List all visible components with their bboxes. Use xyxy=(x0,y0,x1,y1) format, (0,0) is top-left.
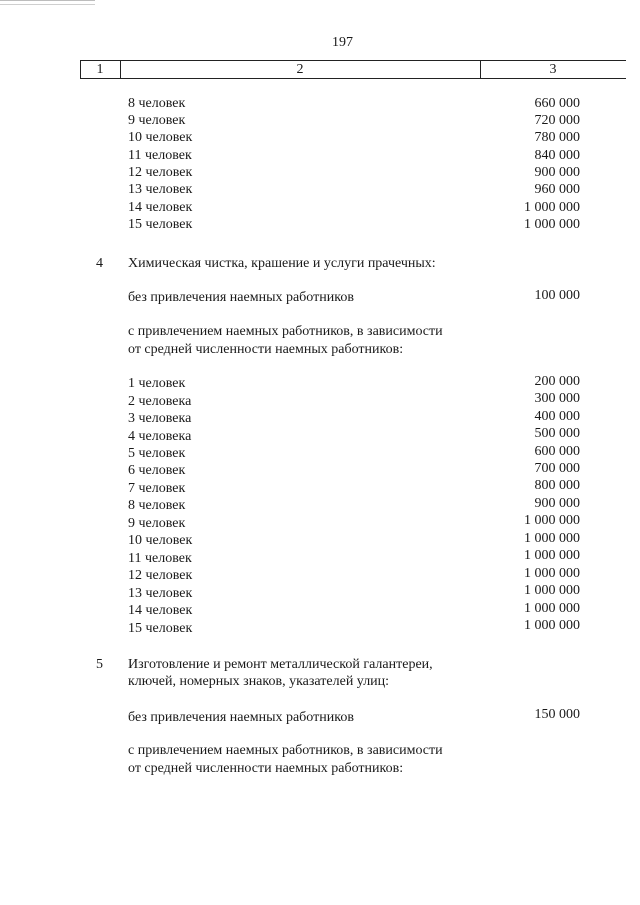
with-hire-line-2: от средней численности наемных работников: xyxy=(128,342,404,357)
list-item-value: 900 000 xyxy=(534,165,580,180)
list-item-value: 1 000 000 xyxy=(524,601,580,616)
list-item-label: 7 человек xyxy=(128,481,186,496)
list-item-label: 5 человек xyxy=(128,446,186,461)
list-item-label: 8 человек xyxy=(128,96,186,111)
list-item-value: 960 000 xyxy=(534,182,580,197)
list-item-label: 15 человек xyxy=(128,217,193,232)
list-item-value: 1 000 000 xyxy=(524,513,580,528)
list-item-value: 200 000 xyxy=(534,374,580,389)
item-number: 5 xyxy=(96,657,103,672)
item-title-line-1: Изготовление и ремонт металлической галантереи, xyxy=(128,657,433,672)
header-col-3: 3 xyxy=(549,62,557,77)
list-item-label: 14 человек xyxy=(128,200,193,215)
list-item-label: 4 человека xyxy=(128,429,192,444)
no-hire-label: без привлечения наемных работников xyxy=(128,290,354,305)
list-item-value: 700 000 xyxy=(534,461,580,476)
list-item-value: 900 000 xyxy=(534,496,580,511)
list-item-label: 11 человек xyxy=(128,551,192,566)
list-item-label: 9 человек xyxy=(128,113,186,128)
item-title-line-2: ключей, номерных знаков, указателей улиц: xyxy=(128,674,390,689)
list-item-label: 13 человек xyxy=(128,586,193,601)
list-item-value: 1 000 000 xyxy=(524,566,580,581)
list-item-label: 6 человек xyxy=(128,463,186,478)
no-hire-label: без привлечения наемных работников xyxy=(128,710,354,725)
list-item-value: 720 000 xyxy=(534,113,580,128)
with-hire-line-1: с привлечением наемных работников, в зависимости xyxy=(128,743,443,758)
list-item-label: 12 человек xyxy=(128,165,193,180)
list-item-value: 1 000 000 xyxy=(524,548,580,563)
no-hire-value: 100 000 xyxy=(534,288,580,303)
header-col-1: 1 xyxy=(96,62,104,77)
list-item-value: 1 000 000 xyxy=(524,618,580,633)
list-item-label: 14 человек xyxy=(128,603,193,618)
list-item-value: 780 000 xyxy=(534,130,580,145)
list-item-label: 3 человека xyxy=(128,411,192,426)
list-item-value: 1 000 000 xyxy=(524,531,580,546)
list-item-label: 9 человек xyxy=(128,516,186,531)
list-item-label: 10 человек xyxy=(128,130,193,145)
page-number: 197 xyxy=(332,35,353,50)
list-item-label: 8 человек xyxy=(128,498,186,513)
list-item-value: 1 000 000 xyxy=(524,200,580,215)
list-item-value: 600 000 xyxy=(534,444,580,459)
scan-edge-mark xyxy=(0,0,95,5)
header-col-2: 2 xyxy=(296,62,304,77)
list-item-value: 1 000 000 xyxy=(524,217,580,232)
list-item-label: 1 человек xyxy=(128,376,186,391)
item-title: Химическая чистка, крашение и услуги прачечных: xyxy=(128,256,436,271)
item-number: 4 xyxy=(96,256,103,271)
list-item-label: 11 человек xyxy=(128,148,192,163)
list-item-value: 800 000 xyxy=(534,478,580,493)
list-item-label: 15 человек xyxy=(128,621,193,636)
list-item-value: 500 000 xyxy=(534,426,580,441)
list-item-label: 12 человек xyxy=(128,568,193,583)
column-header-row xyxy=(80,60,626,79)
list-item-label: 2 человека xyxy=(128,394,192,409)
list-item-value: 400 000 xyxy=(534,409,580,424)
with-hire-line-1: с привлечением наемных работников, в зависимости xyxy=(128,324,443,339)
list-item-value: 840 000 xyxy=(534,148,580,163)
list-item-value: 1 000 000 xyxy=(524,583,580,598)
list-item-value: 660 000 xyxy=(534,96,580,111)
no-hire-value: 150 000 xyxy=(534,707,580,722)
list-item-label: 10 человек xyxy=(128,533,193,548)
with-hire-line-2: от средней численности наемных работников: xyxy=(128,761,404,776)
list-item-value: 300 000 xyxy=(534,391,580,406)
list-item-label: 13 человек xyxy=(128,182,193,197)
